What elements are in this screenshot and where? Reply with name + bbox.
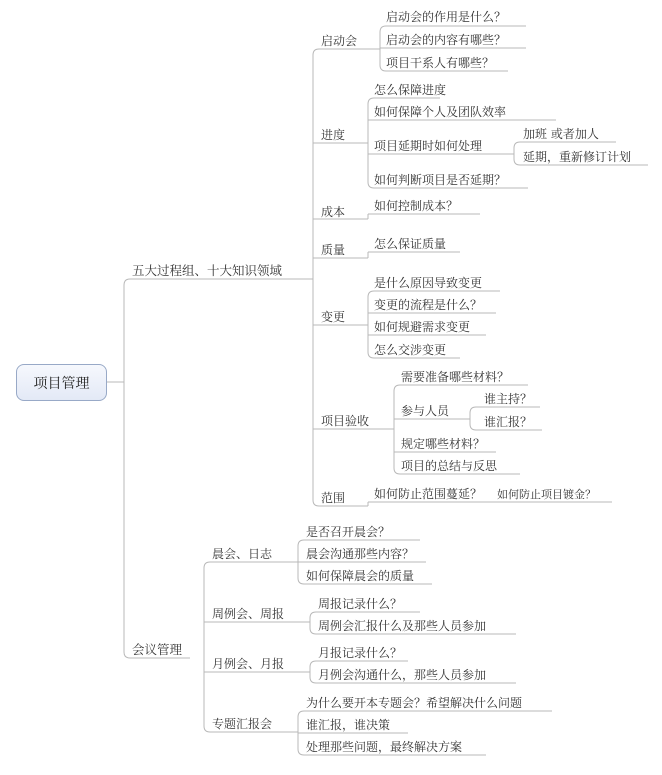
connector-24: [380, 26, 386, 32]
leaf-zhouli-1[interactable]: 周报记录什么？: [318, 597, 403, 611]
leaf-biangeng-4[interactable]: 怎么交涉变更: [374, 343, 447, 357]
leaf-chengben-1[interactable]: 如何控制成本？: [374, 199, 459, 213]
connector-4: [124, 652, 130, 658]
connector-105: [310, 661, 316, 667]
branch-meeting-management[interactable]: 会议管理: [132, 642, 183, 657]
leaf-yanshou-sub-1[interactable]: 谁主持？: [484, 392, 533, 406]
leaf-jindu-4[interactable]: 如何判断项目是否延期？: [374, 173, 507, 187]
connector-107: [310, 677, 316, 683]
leaf-biangeng-1[interactable]: 是什么原因导致变更: [374, 276, 483, 290]
leaf-fanwei-2[interactable]: 如何防止项目镀金？: [497, 488, 596, 501]
connector-20: [313, 500, 319, 506]
root-node[interactable]: 项目管理: [16, 364, 107, 401]
connector-8: [313, 49, 319, 55]
leaf-biangeng-3[interactable]: 如何规避需求变更: [374, 320, 471, 334]
leaf-zhouli-2[interactable]: 周例会汇报什么及那些人员参加: [318, 619, 487, 633]
node-fanwei[interactable]: 范围: [321, 491, 346, 505]
branch-five-processes[interactable]: 五大过程组、十大知识领域: [132, 263, 283, 278]
node-jindu[interactable]: 进度: [321, 128, 346, 142]
node-yueli[interactable]: 月例会、月报: [212, 657, 285, 671]
leaf-zhuanti-1[interactable]: 为什么要开本专题会？希望解决什么问题: [306, 696, 523, 710]
leaf-chenhui-1[interactable]: 是否召开晨会？: [306, 525, 391, 539]
node-qidonghui[interactable]: 启动会: [321, 34, 358, 48]
leaf-biangeng-2[interactable]: 变更的流程是什么？: [374, 298, 483, 312]
leaf-jindu-3[interactable]: 项目延期时如何处理: [374, 139, 483, 153]
leaf-jindu-1[interactable]: 怎么保障进度: [374, 83, 447, 97]
leaf-qidonghui-2[interactable]: 启动会的内容有哪些？: [386, 33, 507, 47]
node-zhouli[interactable]: 周例会、周报: [212, 607, 285, 621]
leaf-chenhui-2[interactable]: 晨会沟通那些内容？: [306, 547, 415, 561]
leaf-qidonghui-1[interactable]: 启动会的作用是什么？: [386, 10, 507, 24]
leaf-qidonghui-3[interactable]: 项目干系人有哪些？: [386, 56, 495, 70]
leaf-zhuanti-2[interactable]: 谁汇报，谁决策: [306, 718, 391, 732]
connector-70: [394, 468, 400, 474]
connector-81: [204, 562, 210, 568]
connector-115: [298, 749, 304, 755]
connector-101: [310, 628, 316, 634]
node-chenhui[interactable]: 晨会、日志: [212, 547, 273, 561]
leaf-jindu-sub-1[interactable]: 加班 或者加人: [523, 127, 599, 141]
node-yanshou[interactable]: 项目验收: [321, 414, 370, 428]
node-chengben[interactable]: 成本: [321, 205, 346, 219]
leaf-fanwei-1[interactable]: 如何防止范围蔓延？: [374, 487, 483, 501]
connector-42: [514, 142, 520, 148]
leaf-yanshou-4[interactable]: 项目的总结与反思: [401, 459, 498, 473]
connector-99: [310, 612, 316, 618]
connector-95: [298, 578, 304, 584]
connector-87: [204, 726, 210, 732]
leaf-yueli-2[interactable]: 月例会沟通什么，那些人员参加: [318, 668, 487, 682]
connector-75: [470, 424, 476, 430]
leaf-jindu-2[interactable]: 如何保障个人及团队效率: [374, 105, 507, 119]
leaf-zhuanti-3[interactable]: 处理那些问题，最终解决方案: [306, 740, 463, 754]
connector-64: [394, 385, 400, 391]
leaf-chenhui-3[interactable]: 如何保障晨会的质量: [306, 569, 415, 583]
leaf-zhiliang-1[interactable]: 怎么保证质量: [374, 237, 447, 251]
leaf-yanshou-3[interactable]: 规定哪些材料？: [401, 437, 486, 451]
connector-32: [368, 98, 374, 104]
connector-2: [124, 279, 130, 285]
node-zhuanti[interactable]: 专题汇报会: [212, 717, 273, 731]
connector-91: [298, 540, 304, 546]
connector-111: [298, 711, 304, 717]
node-zhiliang[interactable]: 质量: [321, 243, 346, 257]
connector-73: [470, 407, 476, 413]
connector-44: [514, 159, 520, 165]
leaf-yanshou-2[interactable]: 参与人员: [401, 404, 450, 418]
leaf-jindu-sub-2[interactable]: 延期，重新修订计划: [523, 150, 632, 164]
leaf-yanshou-sub-2[interactable]: 谁汇报？: [484, 415, 533, 429]
leaf-yueli-1[interactable]: 月报记录什么？: [318, 646, 403, 660]
node-biangeng[interactable]: 变更: [321, 310, 346, 324]
leaf-yanshou-1[interactable]: 需要准备哪些材料？: [401, 370, 510, 384]
connector-54: [368, 291, 374, 297]
